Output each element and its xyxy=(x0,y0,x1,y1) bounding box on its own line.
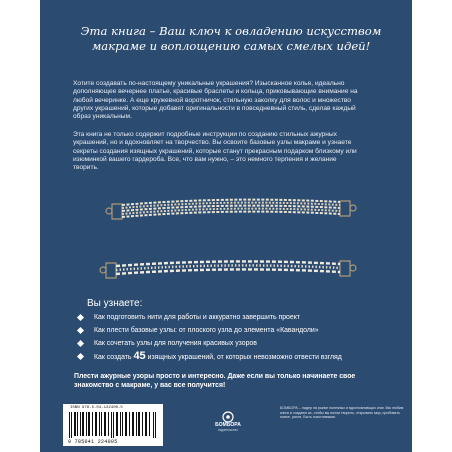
diamond-bullet-icon xyxy=(77,340,84,347)
barcode-box xyxy=(63,404,163,446)
publisher-note: БОМБОРА – лидер на рынке полезных и вдохновляющих книг. Мы любим книги и создаем их, чтобы вы могли творить, открывать мир, пробовать новое, расти. Быть счастливыми. xyxy=(280,406,404,420)
description-paragraph-2: Эта книга не только содержит подробные инструкции по созданию стильных ажурных украшений, но и вдохновляет на творчество. Вы освоите базовые узлы макраме и узнаете секреты создания изящных украшений, которые станут прекрасным подарком близкому или изюминкой вашего гардероба. Все, что вам нужно, – это немного терпения и желание творить. xyxy=(73,131,357,172)
logo-subtitle: издательство xyxy=(218,428,238,432)
learn-title: Вы узнаете: xyxy=(87,298,143,309)
description-paragraph-1: Хотите создавать по-настоящему уникальные украшения? Изысканное колье, идеально дополняющее вечернее платье, красивые браслеты и кольца, приковывающие внимание на любой вечеринке. А еще кружевной воротничок, стильную заколку для волос и множество других украшений, которые добавят оригинальности в повседневный стиль, сделав каждый образ уникальным. xyxy=(73,80,358,121)
barcode-digits: 9 785041 224005 xyxy=(68,439,118,445)
diamond-bullet-icon xyxy=(77,353,84,360)
headline: Эта книга – Ваш ключ к овладению искусством макраме и воплощению самых смелых идей! xyxy=(80,24,382,53)
publisher-logo xyxy=(210,410,246,434)
macrame-bracelets-photo xyxy=(40,186,412,296)
logo-name: БОМБОРА xyxy=(215,422,241,428)
list-item: Как создать 45 изящных украшений, от которых невозможно отвести взгляд xyxy=(68,350,398,363)
barcode-icon xyxy=(69,412,157,438)
diamond-bullet-icon xyxy=(77,314,84,321)
learn-list xyxy=(68,311,398,363)
bracelet-top xyxy=(106,200,356,219)
isbn-text: ISBN 978-5-04-122400-5 xyxy=(70,406,123,410)
closing-statement: Плести ажурные узоры просто и интересно. Даже если вы только начинаете свое знакомство с макраме, у вас все получится! xyxy=(74,373,356,389)
list-item: Как сочетать узлы для получения красивых узоров xyxy=(68,337,398,350)
bracelet-bottom xyxy=(100,261,356,278)
list-item: Как плести базовые узлы: от плоского узла до элемента «Кавандоли» xyxy=(68,324,398,337)
diamond-bullet-icon xyxy=(77,327,84,334)
highlight-number: 45 xyxy=(133,350,146,362)
book-back-cover xyxy=(40,0,412,452)
list-item: Как подготовить нити для работы и аккуратно завершить проект xyxy=(68,311,398,324)
